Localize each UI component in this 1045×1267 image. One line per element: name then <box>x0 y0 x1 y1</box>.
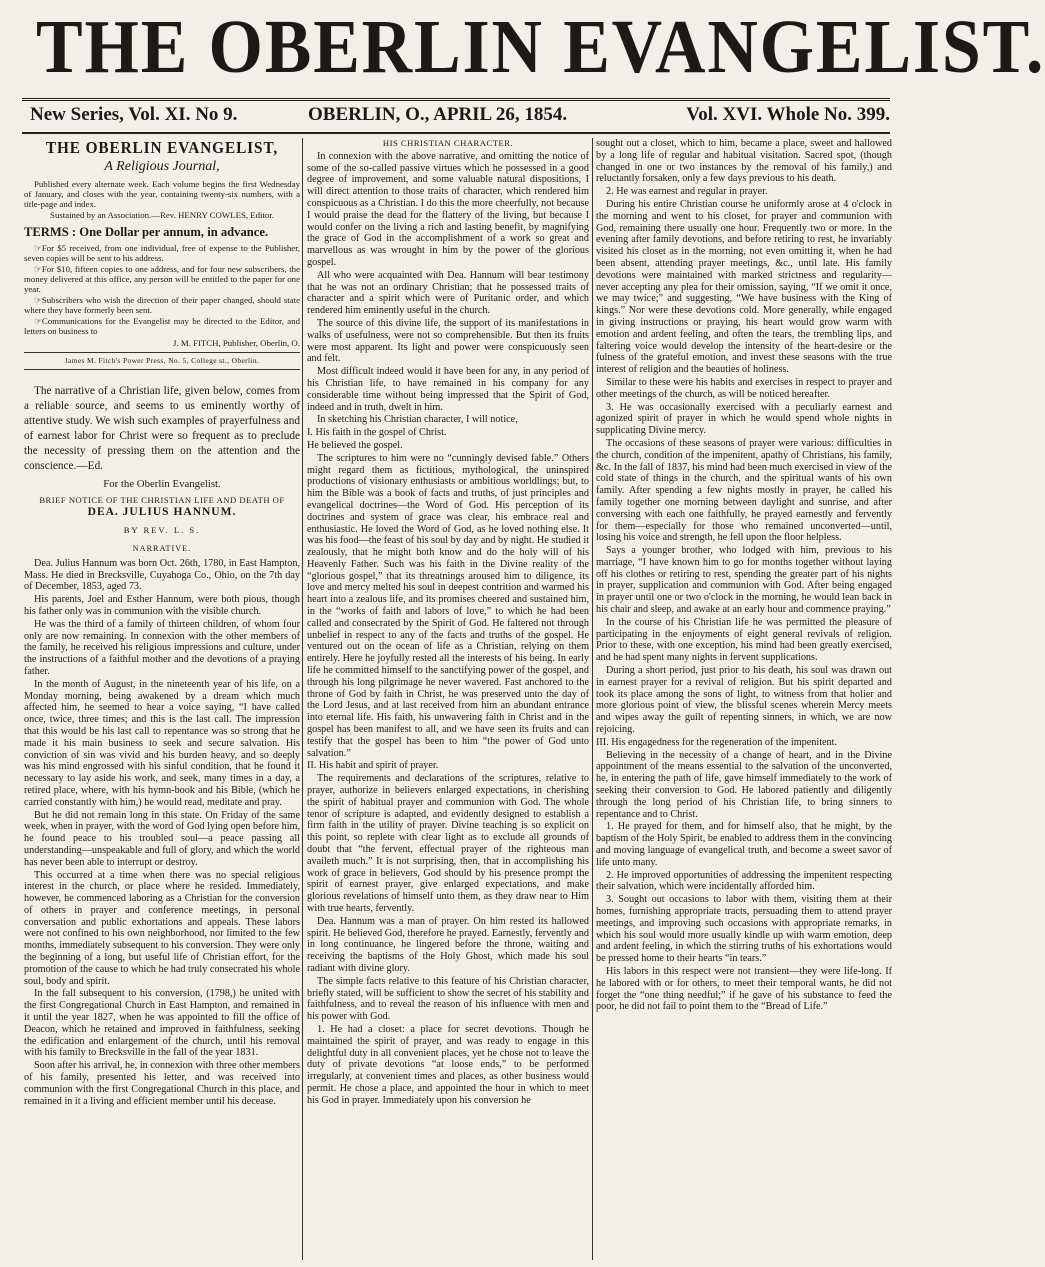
column-3 <box>596 138 892 1260</box>
volume-info: Vol. XVI. Whole No. 399. <box>686 104 890 125</box>
subject-name: DEA. JULIUS HANNUM. <box>87 506 237 519</box>
paragraph: But he did not remain long in this state. On Friday of the same week, when in prayer, with the word of God lying open before him, he found peace to his troubled soul—a peace passing all understanding—unspeakable and full of glory, and which the world has never been able to interrupt or destroy. <box>24 809 300 868</box>
paragraph: In sketching his Christian character, I will notice, <box>317 414 518 426</box>
paragraph: The scriptures to him were no “cunningly devised fable.” Others might regard them as fictitious, mythological, the uninspired productions of visionary enthusiasts or ambitious worldlings; but, to him the Bible was a book of facts and truths, of just principles and evangelical doctrines—the Word of God. His perception of its doctrines and system of grace was clear, his embrace real and enthusiastic. He loved the Word of God, as he loved nothing else. It was his food—the feast of his soul by day and by night. He studied it zealously, that he might both know and do the holy will of his Heavenly Father. Such was his faith in the Divine reality of the “glorious gospel,” that its threatnings aroused him to diligence, its love and mercy melted his soul in deepest contrition and warmed his heart into a zealous life, and its promises cheered and sustained him, in the “works of faith and labors of love,” to which he had been called and consecrated by the Spirit of God. He faltered not through unbelief in respect to any of the facts and truths of the gospel. He ventured out on the ocean of life as a Christian, relying on them entirely. Here he joyfully rested all the interests of his being. In early life he committed himself to the sanctifying power of the gospel, and through his long pilgrimage he never wavered. Fast anchored to the throne of God by faith in Christ, he was preserved unto the day of the Lord Jesus, and at last received from him an abundant entrance into eternal life. His faith, his unwavering faith in Christ and in the gospel has been manifest to all, and we have seen its fruits and can testify that the gospel has been to him “the power of God unto salvation.” <box>307 452 589 759</box>
place-date: OBERLIN, O., APRIL 26, 1854. <box>308 104 568 125</box>
section-heading: HIS CHRISTIAN CHARACTER. <box>382 138 514 148</box>
notice-item: ☞Communications for the Evangelist may be directed to the Editor, and letters on business to <box>24 316 300 336</box>
paragraph: In connexion with the above narrative, and omitting the notice of some of the so-called passive virtues which he possessed in a good degree of improvement, and some valuable natural dispositions, I will direct attention to those traits of character, which rendered him conspicuous as a Christian. I do this the more cheerfully, not because I would praise the dead for the flattery of the living, but because I would confer on the living a rich and lasting benefit, by magnifying the grace of God in the accomplishment of a work so great and marvellous as was wrought in him by the power of the glorious gospel. <box>307 150 589 268</box>
publisher-line: J. M. FITCH, Publisher, Oberlin, O. <box>173 338 300 348</box>
editor-note: Sustained by an Association.—Rev. HENRY COWLES, Editor. <box>50 210 274 220</box>
terms-line: TERMS : One Dollar per annum, in advance. <box>24 225 269 239</box>
paragraph: He was the third of a family of thirteen children, of whom four only are now remaining. In connexion with the other members of the family, he received his religious impressions and culture, under the instructions of a faithful mother and the devotions of a praying father. <box>24 618 300 677</box>
prospectus-subtitle: A Religious Journal, <box>104 159 220 174</box>
paragraph: His labors in this respect were not transient—they were life-long. If he labored with or for others, to meet their temporal wants, he did not forget the “one thing needful;” if he gave of his substance to feed the poor, he did not fail to point them to the “Bread of Life.” <box>596 965 892 1013</box>
subheading: He believed the gospel. <box>307 439 403 451</box>
prospectus-title: THE OBERLIN EVANGELIST, <box>45 138 279 157</box>
for-paper-line: For the Oberlin Evangelist. <box>103 477 221 490</box>
paragraph: Similar to these were his habits and exercises in respect to prayer and other meetings of the church, as will be noticed hereafter. <box>596 376 892 400</box>
notice-heading: BRIEF NOTICE OF THE CHRISTIAN LIFE AND DEATH OF <box>39 494 285 505</box>
paragraph: The simple facts relative to this feature of his Christian character, briefly stated, will be sufficient to show the secret of his stability and faithfulness, and to reveal the reason of his influence with men and his power with God. <box>307 975 589 1023</box>
notice-item: ☞For $10, fifteen copies to one address, and for four new subscribers, the money delivered at this office, any person will be entitled to the paper for one year. <box>24 264 300 294</box>
series-info: New Series, Vol. XI. No 9. <box>30 104 238 125</box>
notice-item: ☞For $5 received, from one individual, free of expense to the Publisher, seven copies will be sent to his address. <box>24 243 300 263</box>
subheading: II. His habit and spirit of prayer. <box>307 760 439 772</box>
paragraph: In the month of August, in the nineteenth year of his life, on a Monday morning, being awakened by a dream which much affected him, he seemed to hear a voice saying, “I have called once, twice, three times; and this is the last call. The impression that this would be his last call to repentance was so strong that he made it his main business to seek and secure salvation. His conviction of sin was vivid and his burden heavy, and so deeply was his mind engrossed with his sinful condition, that he found it necessary to lay aside his work, and seek, many times in a day, a retired place, where, with his hymn-book and his Bible, (which he carried constantly with him,) he would read, meditate and pray. <box>24 678 300 808</box>
press-line: James M. Fitch's Power Press, No. 5, College st., Oberlin. <box>24 352 300 370</box>
paragraph: During his entire Christian course he uniformly arose at 4 o'clock in the morning and went to his closet, for prayer and communion with God, remaining there usually one hour. Frequently two or more. In the evening after family devotions, and before retiring to rest, he invariably visited his closet as in the morning, not even omitting it, when he had been absent, attending prayer meetings, &c., until late. His family devotions were maintained with marked strictness and regularity—never accepting any plea for their omission, saying, “If we omit it once, we may twice;” and suggesting, “We have business with the King of kings.” Nor were these devotions cold. More generally, while engaged in giving instructions or praying, his heart would grow warm with emotion and ardent feeling, and often the tears, the trembling lips, and faltering voice would develop the intensity of the heart-desire or the fulness of the grateful emotion, and invest these seasons with the true interest of religion and the beauties of holiness. <box>596 198 892 376</box>
column-2 <box>307 138 589 1260</box>
paragraph: 3. Sought out occasions to labor with them, visiting them at their homes, furnishing appropriate tracts, persuading them to attend prayer meetings, and improving such occasions with appropriate remarks, in which his soul would more usually kindle up with warm emotion, deep and ardent feeling, in which the stirring truths of his exhortations would be pressed home to their hearts “in tears.” <box>596 894 892 965</box>
dateline <box>26 104 890 130</box>
paragraph: In the fall subsequent to his conversion, (1798,) he united with the first Congregational Church in East Hampton, and remained in it until the year 1827, when he was appointed to fill the office of Deacon, which he retained and improved in faithfulness, seeking the edification and enlargement of the church, until his removal with his family to Brecksville in the fall of the year 1831. <box>24 988 300 1059</box>
paragraph: sought out a closet, which to him, became a place, sweet and hallowed by a long life of regular and habitual visitation. Sacred spot, (though changed in one or two instances by the removal of his family,) and reluctantly forsaken, only a few days previous to his death. <box>596 138 892 185</box>
paragraph: Most difficult indeed would it have been for any, in any period of his Christian life, to have remained in his company for any considerable time without being impressed that the Spirit of God, indeed and in truth, dwelt in him. <box>307 366 589 413</box>
paragraph: Dea. Hannum was a man of prayer. On him rested its hallowed spirit. He believed God, therefore he prayed. Earnestly, fervently and in long continuance, he lingered before the throne, waiting and receiving the baptisms of the Holy Ghost, which made his soul radiant with divine glory. <box>307 915 589 974</box>
column-rule-1 <box>302 138 303 1260</box>
subheading: III. His engagedness for the regeneration of the impenitent. <box>596 736 838 748</box>
narrative-label: NARRATIVE. <box>132 543 192 553</box>
paragraph: Soon after his arrival, he, in connexion with three other members of his family, presented his letter, and was received into communion with the first Congregational Church in this place, and remained in it a living and efficient member until his decease. <box>24 1060 300 1107</box>
paragraph: 3. He was occasionally exercised with a peculiarly earnest and agonized spirit of prayer in which he would spend whole nights in supplicating Divine mercy. <box>596 401 892 437</box>
paragraph: Says a younger brother, who lodged with him, previous to his marriage, “I have known him to go for months together without laying off his clothes or retiring to rest, spending the greater part of his nights in prayer, supplication and communion with God. After being engaged in prayer until one or two o'clock in the morning, he would lean back in his chair and sleep, and awake at an early hour and commence praying.” <box>596 545 892 616</box>
subheading: I. His faith in the gospel of Christ. <box>307 427 447 439</box>
paragraph: 2. He was earnest and regular in prayer. <box>606 186 768 198</box>
dateline-rule <box>22 132 890 134</box>
paragraph: This occurred at a time when there was no special religious interest in the church, or place where he resided. Immediately, however, he commenced laboring as a Christian for the conversion of others in prayer and conference meetings, in personal conversation and public exhortations and appeals. These labors were not confined to his own neighborhood, nor limited to the few months, immediately subsequent to his conversion. They were only the beginning of a long, but useful life of Christian effort, for the promotion of the cause to which he had truly consecrated his whole soul, body and spirit. <box>24 869 300 987</box>
masthead-rule <box>22 98 890 101</box>
column-1 <box>24 138 300 1260</box>
paragraph: His parents, Joel and Esther Hannum, were both pious, though his father only was in communion with the visible church. <box>24 594 300 617</box>
paragraph: Dea. Julius Hannum was born Oct. 26th, 1780, in East Hampton, Mass. He died in Brecksville, Cuyahoga Co., Ohio, on the 7th day of December, 1853, aged 73. <box>24 557 300 593</box>
masthead-title: THE OBERLIN EVANGELIST. <box>36 5 1045 89</box>
paragraph: 2. He improved opportunities of addressing the impenitent respecting their salvation, which were incidentally afforded him. <box>596 869 892 893</box>
paragraph: The requirements and declarations of the scriptures, relative to prayer, authorize in believers enlarged expectations, in cherishing the spirit of habitual prayer and communion with God. The whole tenor of scripture is adapted, and evidently designed to establish a firm faith in the utility of prayer. Divine teaching is so explicit on this point, so replete with clear light as to exclude all grounds of doubt that “the fervent, effectual prayer of the righteous man availeth much.” It is not surprising, then, that in accomplishing his work of grace in believers, God should by his presence prompt the spirit of earnest prayer, give enlarged expectations, and make glorious revelations of himself unto them, as they draw near to Him with true hearts, fervently. <box>307 773 589 914</box>
editor-intro: The narrative of a Christian life, given below, comes from a reliable source, and seems to us eminently worthy of attentive study. We wish such examples of prayerfulness and of earnest labor for Christ were so frequent as to preclude the necessity of pressing them on the attention and the conscience.—Ed. <box>24 384 300 472</box>
notice-item: ☞Subscribers who wish the direction of their paper changed, should state where they have formerly been sent. <box>24 295 300 315</box>
publication-note: Published every alternate week. Each volume begins the first Wednesday of January, and closes with the year, containing twenty-six numbers, with a title-page and index. <box>24 179 300 209</box>
paragraph: All who were acquainted with Dea. Hannum will bear testimony that he was not an ordinary Christian; that he possessed traits of character and a spirit which were of Puritanic order, and which rendered him eminently useful in the church. <box>307 269 589 317</box>
paragraph: In the course of his Christian life he was permitted the pleasure of participating in the enjoyments of eight general revivals of religion. Prior to these, with one exception, his mind had been greatly exercised, and he had spent many nights in fervent supplications. <box>596 616 892 664</box>
paragraph: The occasions of these seasons of prayer were various: difficulties in the church, condition of the impenitent, apathy of Christians, his family, &c. In the fall of 1837, his mind had been much exercised in view of the cold state of things in the church, and the spiritual wants of his own family. After spending a few nights mostly in prayer, he called his family together one morning between daylight and sunrise, and after conversing with each one faithfully, he prayed earnestly and fervently for them—especially for those who remained unconverted—until, losing his voice and strength, he fell upon the floor helpless. <box>596 437 892 544</box>
byline: BY REV. L. S. <box>123 525 201 536</box>
paragraph: Believing in the necessity of a change of heart, and in the Divine appointment of the means essential to the salvation of the unconverted, he, in entering the path of life, gave himself immediately to the work of seeking their conversion to God. He labored patiently and diligently through the long period of his Christian life, to bring sinners to repentance and to Christ. <box>596 749 892 820</box>
paragraph: During a short period, just prior to his death, his soul was drawn out in earnest prayer for a revival of religion. But his spirit departed and took its place among the sons of light, to witness from that holier and more glorious point of view, the blissful scenes wherein Mercy meets and wipes away the guilt of repenting sinners, in which, we are now rejoicing. <box>596 665 892 736</box>
column-rule-2 <box>592 138 593 1260</box>
paragraph: 1. He had a closet: a place for secret devotions. Though he maintained the spirit of prayer, and was ready to engage in this delightful duty in all convenient places, yet he chose not to leave the duty of private devotions “at loose ends,” to be performed irregularly, at convenient times and places, as other business would permit. He chose a place, and appointed the hour in which to meet his God in prayer. Immediately upon his conversion he <box>307 1023 589 1106</box>
paragraph: 1. He prayed for them, and for himself also, that he might, by the baptism of the Holy Spirit, be enabled to address them in the convincing and moving language of evangelical truth, and become a sweet savor of life unto many. <box>596 821 892 868</box>
paragraph: The source of this divine life, the support of its manifestations in walks of usefulness, were not so comprehensible. But then its fruits were most apparent. Its light and power were conspicuously seen and felt. <box>307 317 589 365</box>
